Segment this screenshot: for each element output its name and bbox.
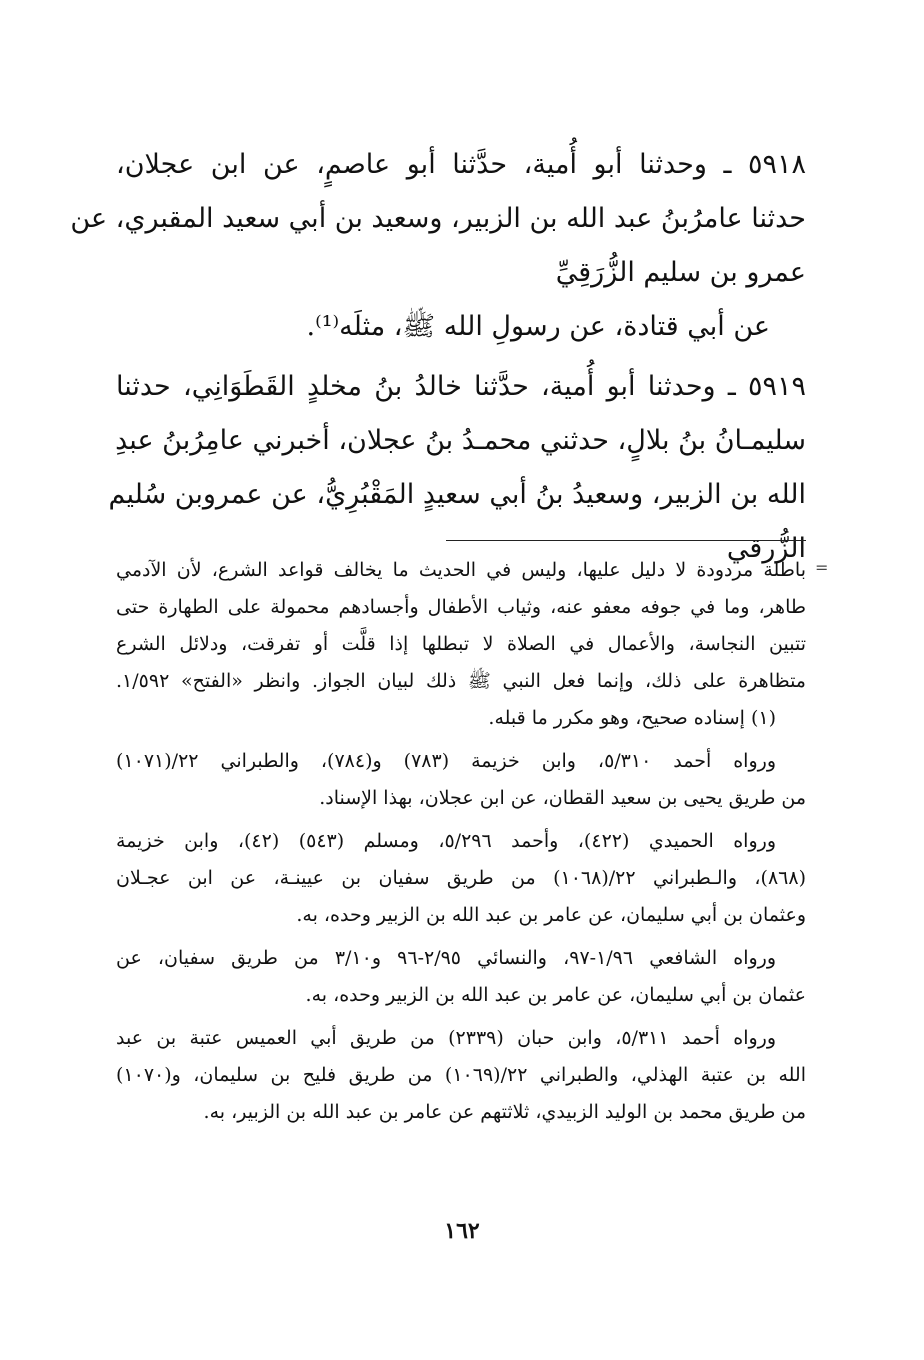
footnote-line: ورواه أحمد ٥/٣١٠، وابن خزيمة (٧٨٣) و(٧٨٤)، والطبراني ٢٢/(١٠٧١) <box>116 750 776 772</box>
hadith-5919-line-2: سليمـانُ بنُ بلالٍ، حدثني محمـدُ بنُ عجلان، أخبرني عامِرُبنُ عبدِ <box>115 425 806 456</box>
hadith-5918-line-3: عمرو بن سليم الزُّرَقِيِّ <box>555 257 806 288</box>
footnote-divider <box>446 540 806 541</box>
hadith-5918-line-1: ٥٩١٨ ـ وحدثنا أبو أُمية، حدَّثنا أبو عاصمٍ، عن ابن عجلان، <box>116 149 806 180</box>
hadith-5919-line-1: ٥٩١٩ ـ وحدثنا أبو أُمية، حدَّثنا خالدُ بنُ مخلدٍ القَطَوَانِي، حدثنا <box>116 371 806 402</box>
footnote-line: ورواه الشافعي ١/٩٦-٩٧، والنسائي ٢/٩٥-٩٦ و٣/١٠ من طريق سفيان، عن <box>116 947 776 969</box>
footnote-1-heading: (١) إسناده صحيح، وهو مكرر ما قبله. <box>488 707 776 729</box>
footnote-continuation-mark: = <box>815 558 829 577</box>
footnote-line: وعثمان بن أبي سليمان، عن عامر بن عبد الله بن الزبير وحده، به. <box>296 904 806 926</box>
footnote-line: (٨٦٨)، والـطبراني ٢٢/(١٠٦٨) من طريق سفيان بن عيينـة، عن ابن عجـلان <box>116 867 807 889</box>
footnote-line: ورواه أحمد ٥/٣١١، وابن حبان (٢٣٣٩) من طريق أبي العميس عتبة بن عبد <box>116 1027 776 1049</box>
footnote-line: تتبين النجاسة، والأعمال في الصلاة لا تبطلها إذا قلَّت أو تفرقت، ودلائل الشرع <box>116 633 806 655</box>
hadith-5918-line-4: عن أبي قتادة، عن رسولِ الله ﷺ، مثلَه⁽¹⁾. <box>306 311 770 342</box>
footnote-line: متظاهرة على ذلك، وإنما فعل النبي ﷺ ذلك لبيان الجواز. وانظر «الفتح» ١/٥٩٢. <box>116 670 806 692</box>
hadith-5919-line-4: الزُّرقي <box>726 533 806 564</box>
footnote-line: عثمان بن أبي سليمان، عن عامر بن عبد الله بن الزبير وحده، به. <box>305 984 806 1006</box>
page-number: ١٦٢ <box>444 1218 480 1244</box>
hadith-5918-line-2: حدثنا عامرُبنُ عبد الله بن الزبير، وسعيد بن أبي سعيد المقبري، عن <box>70 203 806 234</box>
footnote-line: الله بن عتبة الهذلي، والطبراني ٢٢/(١٠٦٩) من طريق فليح بن سليمان، و(١٠٧٠) <box>116 1064 806 1086</box>
footnotes-section <box>116 552 806 1131</box>
hadith-5919-line-3: الله بن الزبير، وسعيدُ بنُ أبي سعيدٍ المَقْبُرِيُّ، عن عمروبن سُليم <box>108 479 806 510</box>
footnote-line: من طريق يحيى بن سعيد القطان، عن ابن عجلان، بهذا الإسناد. <box>319 787 806 809</box>
footnote-line: باطلة مردودة لا دليل عليها، وليس في الحديث ما يخالف قواعد الشرع، لأن الآدمي <box>116 559 806 581</box>
main-text-body <box>70 138 806 576</box>
footnote-line: ورواه الحميدي (٤٢٢)، وأحمد ٥/٢٩٦، ومسلم (٥٤٣) (٤٢)، وابن خزيمة <box>116 830 776 852</box>
footnote-line: من طريق محمد بن الوليد الزبيدي، ثلاثتهم عن عامر بن عبد الله بن الزبير، به. <box>203 1101 806 1123</box>
footnote-line: طاهر، وما في جوفه معفو عنه، وثياب الأطفال وأجسادهم محمولة على الطهارة حتى <box>116 596 806 618</box>
